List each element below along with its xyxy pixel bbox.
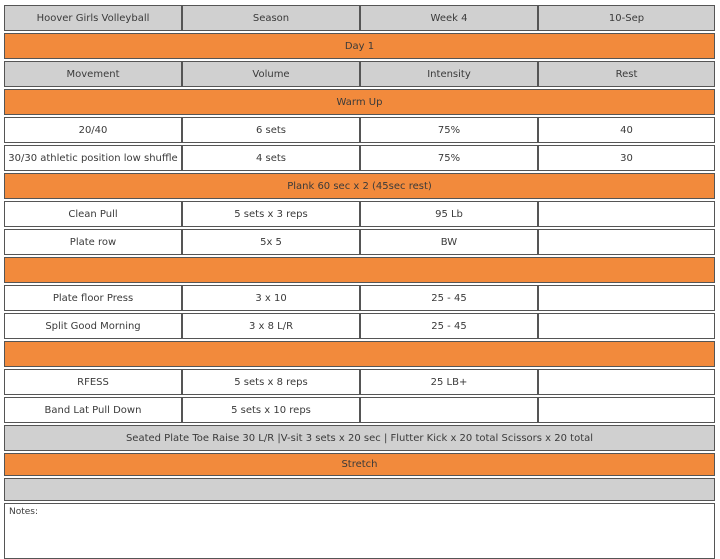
column-header-row: [4, 61, 715, 87]
intensity-cell: 95 Lb: [360, 201, 538, 227]
workout-sheet: [4, 5, 715, 559]
rest-cell: [538, 313, 715, 339]
core-section-row: [4, 425, 715, 451]
date-label: 10-Sep: [538, 5, 715, 31]
movement-cell: Band Lat Pull Down: [4, 397, 182, 423]
rest-cell: [538, 229, 715, 255]
season-label: Season: [182, 5, 360, 31]
notes-label: Notes:: [9, 507, 39, 517]
rest-cell: 30: [538, 145, 715, 171]
volume-cell: 3 x 10: [182, 285, 360, 311]
block3-section-row: [4, 341, 715, 367]
intensity-cell: 75%: [360, 117, 538, 143]
stretch-section-row: [4, 453, 715, 476]
team-name: Hoover Girls Volleyball: [4, 5, 182, 31]
movement-cell: Clean Pull: [4, 201, 182, 227]
volume-cell: 5 sets x 8 reps: [182, 369, 360, 395]
intensity-cell: 25 - 45: [360, 313, 538, 339]
rest-cell: [538, 201, 715, 227]
volume-cell: 4 sets: [182, 145, 360, 171]
movement-cell: RFESS: [4, 369, 182, 395]
table-row: [4, 285, 715, 311]
day-label: Day 1: [4, 33, 715, 59]
volume-cell: 5 sets x 3 reps: [182, 201, 360, 227]
movement-cell: Plate floor Press: [4, 285, 182, 311]
notes-area[interactable]: [4, 503, 715, 559]
table-row: [4, 397, 715, 423]
table-row: [4, 117, 715, 143]
blank-row: [4, 478, 715, 501]
movement-cell: 20/40: [4, 117, 182, 143]
table-row: [4, 145, 715, 171]
volume-cell: 5x 5: [182, 229, 360, 255]
rest-cell: [538, 369, 715, 395]
intensity-cell: 25 - 45: [360, 285, 538, 311]
intensity-cell: BW: [360, 229, 538, 255]
volume-cell: 6 sets: [182, 117, 360, 143]
table-row: [4, 229, 715, 255]
day-row: [4, 33, 715, 59]
column-header-volume: Volume: [182, 61, 360, 87]
section-divider: [4, 341, 715, 367]
movement-cell: 30/30 athletic position low shuffle: [4, 145, 182, 171]
intensity-cell: [360, 397, 538, 423]
intensity-cell: 75%: [360, 145, 538, 171]
week-label: Week 4: [360, 5, 538, 31]
header-row: [4, 5, 715, 31]
section-plank: Plank 60 sec x 2 (45sec rest): [4, 173, 715, 199]
blank-bar: [4, 478, 715, 501]
block2-section-row: [4, 257, 715, 283]
rest-cell: 40: [538, 117, 715, 143]
table-row: [4, 369, 715, 395]
table-row: [4, 313, 715, 339]
column-header-movement: Movement: [4, 61, 182, 87]
section-divider: [4, 257, 715, 283]
rest-cell: [538, 397, 715, 423]
intensity-cell: 25 LB+: [360, 369, 538, 395]
volume-cell: 3 x 8 L/R: [182, 313, 360, 339]
warmup-section-row: [4, 89, 715, 115]
column-header-rest: Rest: [538, 61, 715, 87]
section-stretch: Stretch: [4, 453, 715, 476]
section-warm-up: Warm Up: [4, 89, 715, 115]
table-row: [4, 201, 715, 227]
movement-cell: Split Good Morning: [4, 313, 182, 339]
column-header-intensity: Intensity: [360, 61, 538, 87]
core-circuit: Seated Plate Toe Raise 30 L/R |V-sit 3 sets x 20 sec | Flutter Kick x 20 total Scissors x 20 total: [4, 425, 715, 451]
plank-section-row: [4, 173, 715, 199]
movement-cell: Plate row: [4, 229, 182, 255]
rest-cell: [538, 285, 715, 311]
notes-row: [4, 503, 715, 559]
volume-cell: 5 sets x 10 reps: [182, 397, 360, 423]
